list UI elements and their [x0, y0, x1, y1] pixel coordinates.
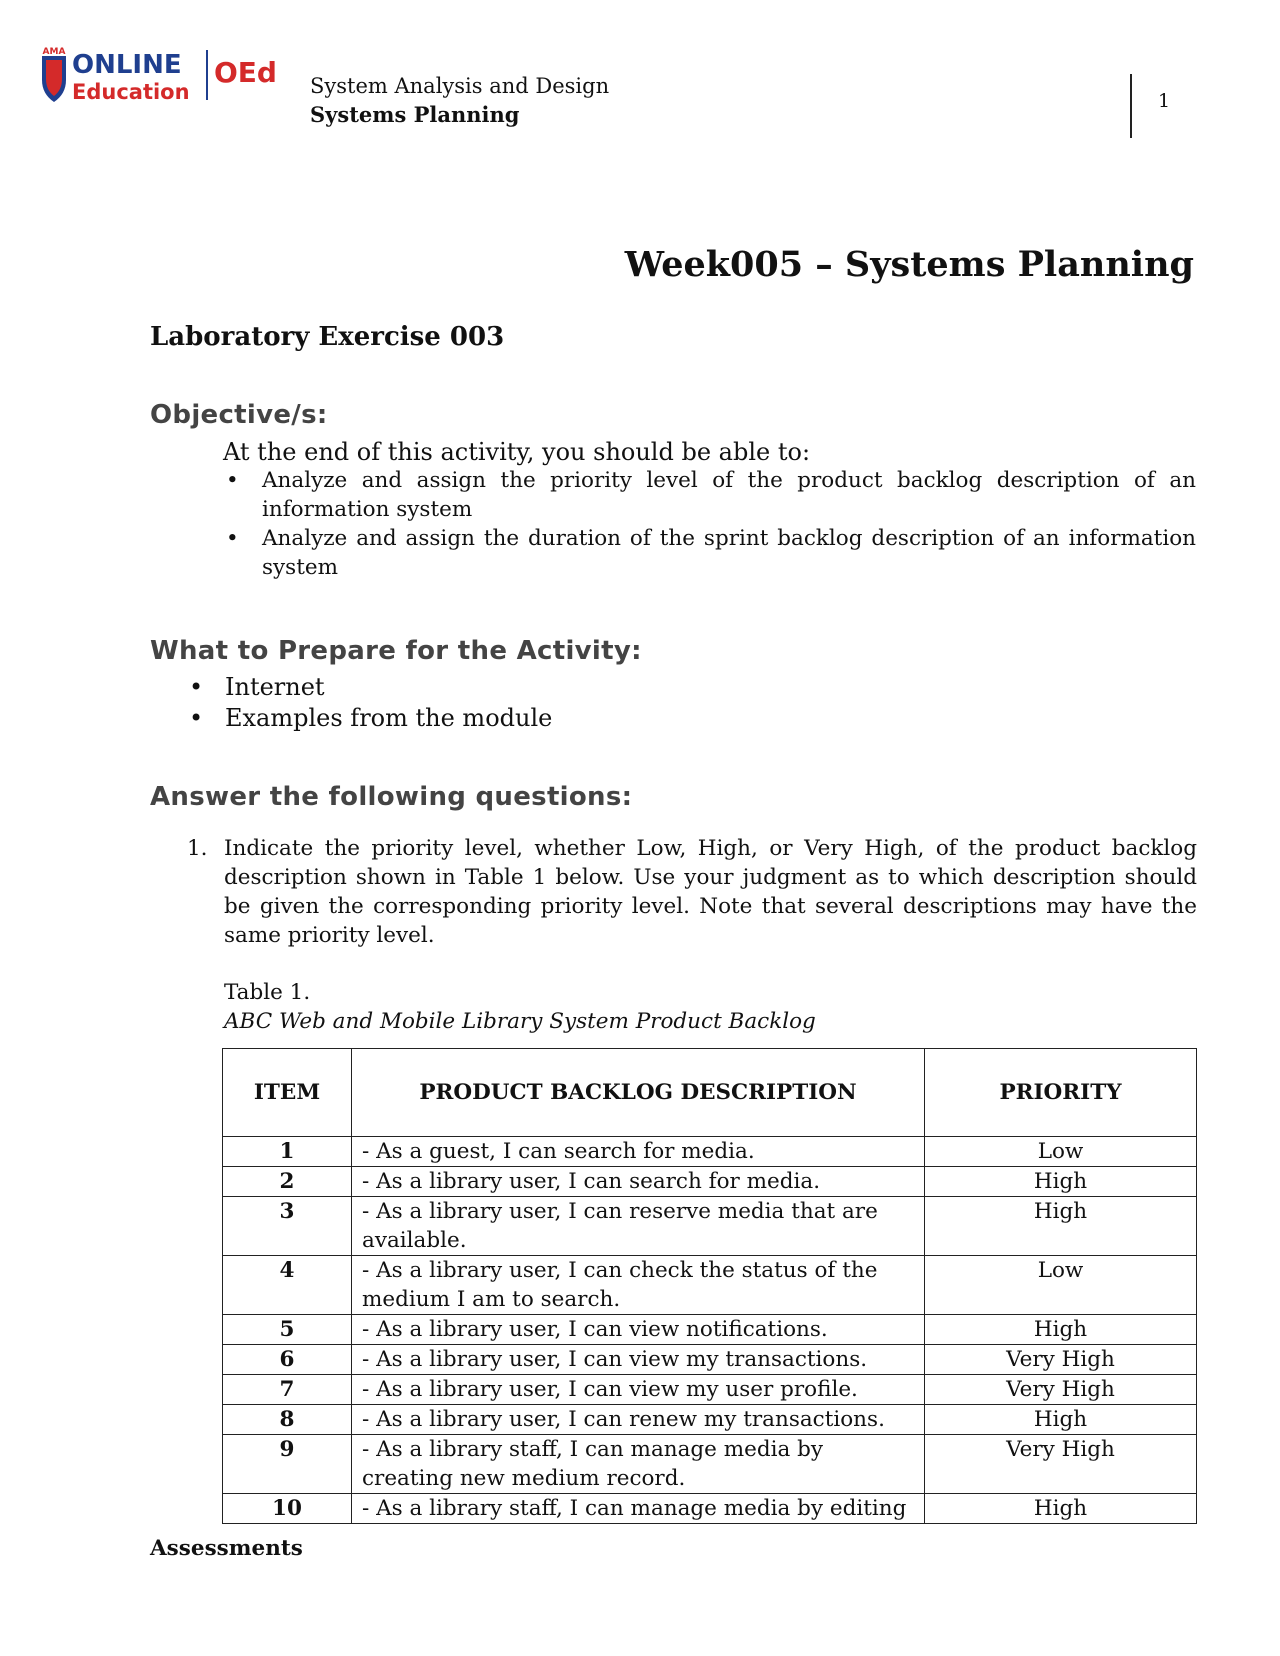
backlog-description: - As a guest, I can search for media.	[352, 1137, 925, 1167]
lab-title: Laboratory Exercise 003	[150, 322, 505, 352]
table-label: Table 1.	[224, 980, 311, 1005]
table-row	[223, 1256, 1197, 1315]
page-title: Week005 – Systems Planning	[624, 244, 1194, 285]
objectives-list	[262, 466, 1196, 582]
priority-value: High	[925, 1197, 1197, 1256]
objectives-heading: Objective/s:	[150, 400, 328, 430]
svg-text:AMA: AMA	[42, 47, 66, 57]
item-number: 3	[223, 1197, 352, 1256]
prepare-heading: What to Prepare for the Activity:	[150, 636, 642, 666]
prepare-list	[225, 672, 552, 734]
column-header-priority: PRIORITY	[925, 1049, 1197, 1137]
column-header-item: ITEM	[223, 1049, 352, 1137]
table-header-row	[223, 1049, 1197, 1137]
table-row	[223, 1435, 1197, 1494]
item-number: 4	[223, 1256, 352, 1315]
priority-value: Very High	[925, 1375, 1197, 1405]
table-row	[223, 1167, 1197, 1197]
header-topic: Systems Planning	[310, 102, 520, 127]
table-row	[223, 1375, 1197, 1405]
priority-value: High	[925, 1494, 1197, 1524]
table-caption: ABC Web and Mobile Library System Product Backlog	[224, 1009, 816, 1034]
column-header-description: PRODUCT BACKLOG DESCRIPTION	[352, 1049, 925, 1137]
item-number: 10	[223, 1494, 352, 1524]
table-row	[223, 1345, 1197, 1375]
item-number: 7	[223, 1375, 352, 1405]
backlog-description: - As a library user, I can check the status of the medium I am to search.	[352, 1256, 925, 1315]
table-row	[223, 1197, 1197, 1256]
svg-text:ONLINE: ONLINE	[72, 50, 182, 80]
assessments-heading: Assessments	[150, 1536, 303, 1561]
priority-value: High	[925, 1167, 1197, 1197]
objectives-intro: At the end of this activity, you should be able to:	[223, 438, 811, 466]
table-row	[223, 1315, 1197, 1345]
list-item: • Internet	[225, 672, 552, 703]
backlog-description: - As a library user, I can view my transactions.	[352, 1345, 925, 1375]
priority-value: Low	[925, 1256, 1197, 1315]
backlog-description: - As a library staff, I can manage media by editing	[352, 1494, 925, 1524]
table-row	[223, 1137, 1197, 1167]
question-number: 1.	[187, 836, 208, 861]
question-1	[187, 834, 1197, 950]
item-number: 2	[223, 1167, 352, 1197]
backlog-description: - As a library user, I can reserve media that are available.	[352, 1197, 925, 1256]
table-row	[223, 1494, 1197, 1524]
header-course: System Analysis and Design	[310, 74, 610, 98]
item-number: 8	[223, 1405, 352, 1435]
backlog-description: - As a library user, I can view my user profile.	[352, 1375, 925, 1405]
priority-value: Very High	[925, 1435, 1197, 1494]
questions-heading: Answer the following questions:	[150, 782, 633, 812]
item-number: 9	[223, 1435, 352, 1494]
question-text: Indicate the priority level, whether Low, High, or Very High, of the product backlog description shown in Table 1 below. Use your judgment as to which description should be given the corresponding priority level. Note that several descriptions may have the same priority level.	[224, 836, 1197, 948]
backlog-description: - As a library user, I can search for media.	[352, 1167, 925, 1197]
item-number: 5	[223, 1315, 352, 1345]
backlog-description: - As a library staff, I can manage media by creating new medium record.	[352, 1435, 925, 1494]
svg-text:OEd: OEd	[214, 56, 277, 89]
priority-value: Low	[925, 1137, 1197, 1167]
product-backlog-table	[222, 1048, 1197, 1524]
list-item: • Analyze and assign the duration of the sprint backlog description of an information system	[262, 524, 1196, 582]
priority-value: Very High	[925, 1345, 1197, 1375]
priority-value: High	[925, 1315, 1197, 1345]
header-divider	[1130, 74, 1132, 138]
backlog-description: - As a library user, I can renew my transactions.	[352, 1405, 925, 1435]
list-item: • Examples from the module	[225, 703, 552, 734]
table-row	[223, 1405, 1197, 1435]
item-number: 6	[223, 1345, 352, 1375]
svg-text:Education: Education	[72, 80, 190, 104]
item-number: 1	[223, 1137, 352, 1167]
online-education-logo	[40, 46, 290, 106]
priority-value: High	[925, 1405, 1197, 1435]
list-item: • Analyze and assign the priority level of the product backlog description of an information system	[262, 466, 1196, 524]
page-number: 1	[1158, 90, 1171, 112]
backlog-description: - As a library user, I can view notifications.	[352, 1315, 925, 1345]
